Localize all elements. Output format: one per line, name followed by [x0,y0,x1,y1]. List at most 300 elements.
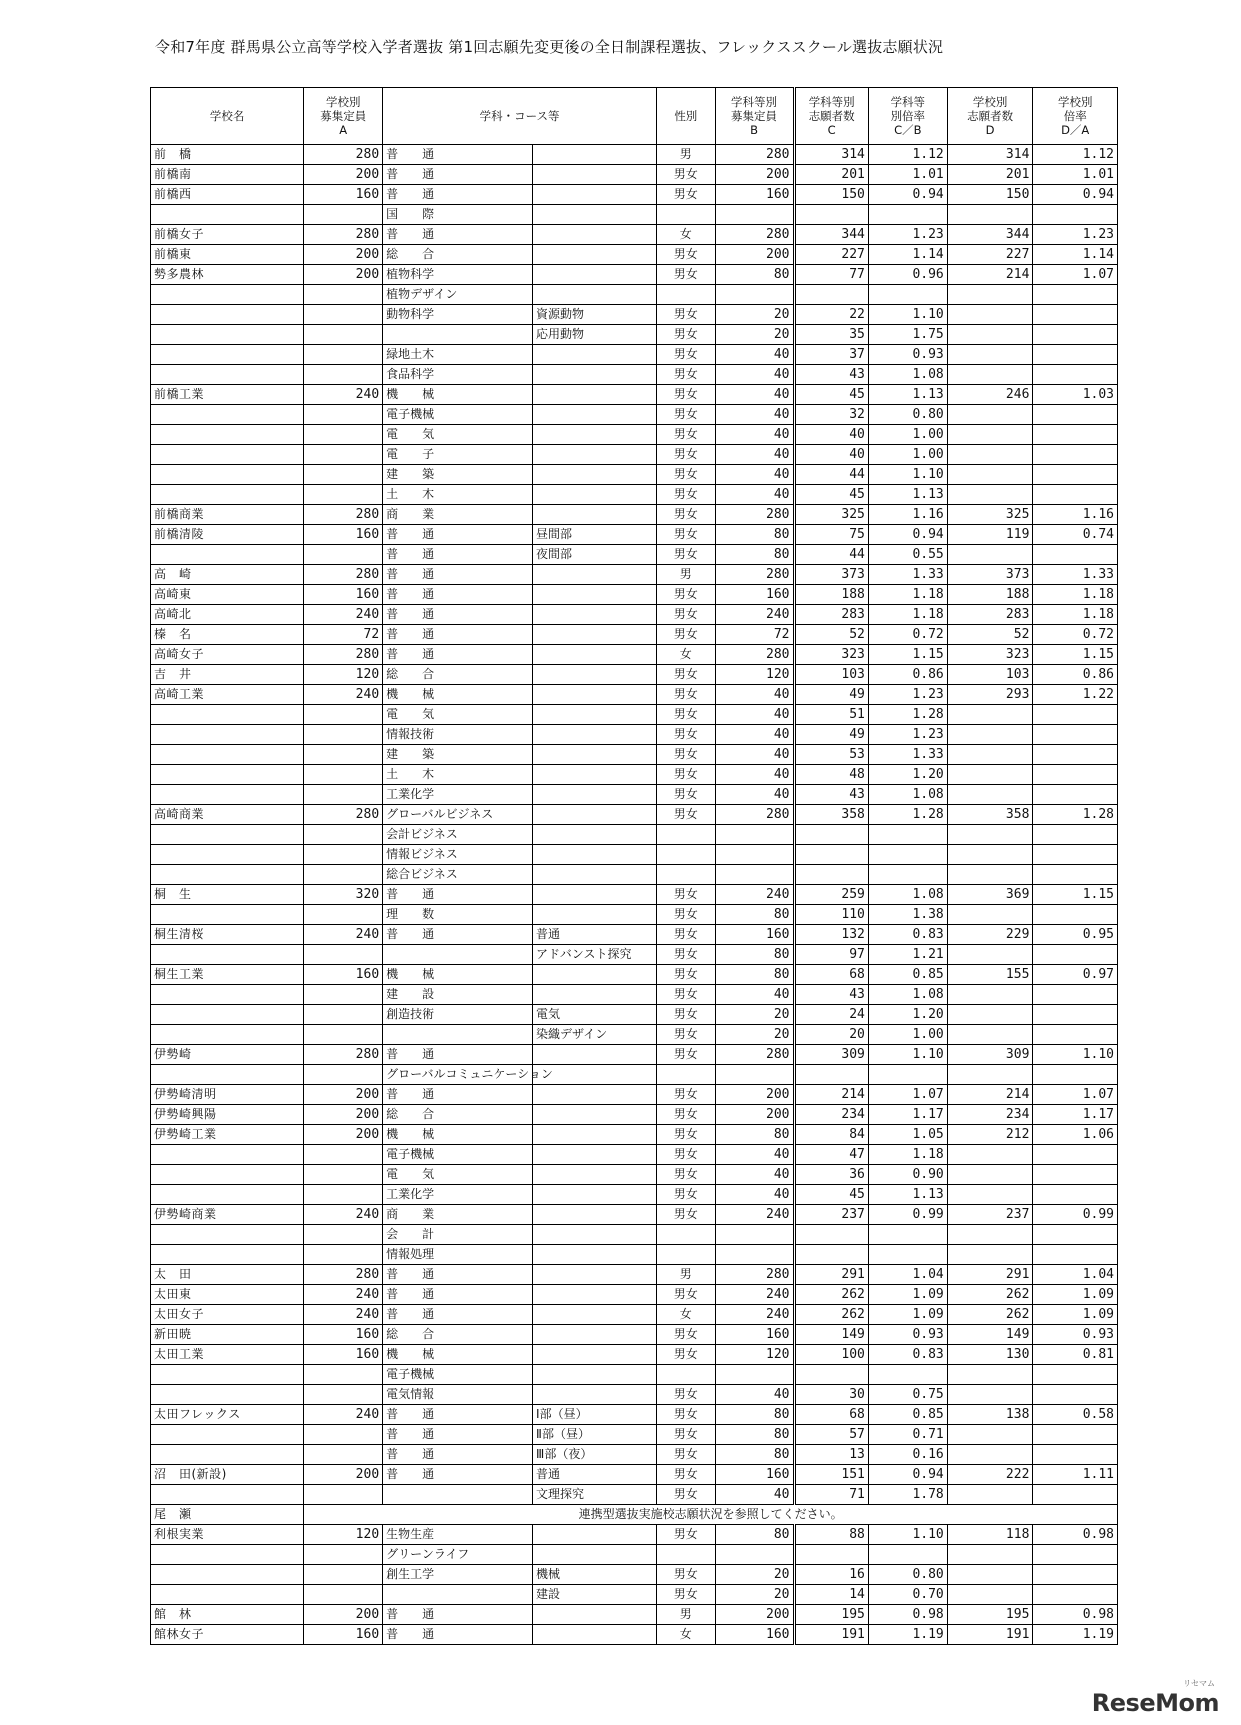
cell-course [533,465,657,485]
cell-course [533,185,657,205]
cell-applicants-d: 149 [947,1325,1033,1345]
cell-applicants-d [947,1245,1033,1265]
cell-applicants-d [947,905,1033,925]
cell-applicants-c: 191 [794,1625,868,1645]
cell-dept: グローバルコミュニケーション [383,1065,533,1085]
cell-school: 高崎商業 [151,805,304,825]
cell-course [533,145,657,165]
cell-capacity-a [304,305,383,325]
cell-ratio-cb [868,1365,947,1385]
table-row [151,1105,1118,1125]
cell-applicants-d: 373 [947,565,1033,585]
cell-course [533,625,657,645]
cell-course [533,485,657,505]
cell-capacity-b: 200 [715,1605,794,1625]
cell-ratio-cb: 1.08 [868,985,947,1005]
cell-applicants-d [947,205,1033,225]
cell-dept: 理 数 [383,905,533,925]
cell-applicants-c: 36 [794,1165,868,1185]
cell-dept: 情報技術 [383,725,533,745]
cell-applicants-c [794,1365,868,1385]
table-row [151,1545,1118,1565]
cell-applicants-c [794,1225,868,1245]
cell-sex: 男女 [657,965,716,985]
table-row [151,365,1118,385]
cell-ratio-cb: 1.10 [868,465,947,485]
cell-capacity-b: 40 [715,365,794,385]
table-row [151,1605,1118,1625]
table-row [151,185,1118,205]
table-row [151,425,1118,445]
table-row [151,545,1118,565]
cell-sex: 男女 [657,305,716,325]
header-sex: 性別 [657,88,716,145]
cell-applicants-d [947,445,1033,465]
cell-ratio-da [1033,365,1118,385]
cell-capacity-a [304,905,383,925]
cell-school [151,1025,304,1045]
cell-applicants-c: 100 [794,1345,868,1365]
cell-ratio-cb: 0.93 [868,1325,947,1345]
cell-ratio-da: 1.16 [1033,505,1118,525]
cell-sex: 男女 [657,1325,716,1345]
cell-applicants-d [947,365,1033,385]
cell-ratio-cb: 0.83 [868,1345,947,1365]
cell-capacity-a: 240 [304,385,383,405]
table-row [151,1625,1118,1645]
cell-course [533,885,657,905]
cell-course [533,1545,657,1565]
cell-course: アドバンスト探究 [533,945,657,965]
cell-capacity-a [304,405,383,425]
cell-applicants-c: 325 [794,505,868,525]
cell-ratio-da [1033,465,1118,485]
table-row [151,1165,1118,1185]
cell-capacity-a: 160 [304,965,383,985]
cell-sex: 男女 [657,265,716,285]
cell-capacity-b: 80 [715,1125,794,1145]
cell-ratio-da: 1.07 [1033,1085,1118,1105]
cell-course [533,1125,657,1145]
table-row [151,325,1118,345]
cell-capacity-b: 40 [715,1485,794,1505]
cell-capacity-a: 280 [304,145,383,165]
table-row [151,945,1118,965]
cell-school: 前橋西 [151,185,304,205]
cell-capacity-b: 280 [715,145,794,165]
cell-school: 高崎女子 [151,645,304,665]
cell-dept: 普 通 [383,1285,533,1305]
cell-ratio-cb: 1.23 [868,225,947,245]
cell-capacity-b [715,845,794,865]
table-row [151,285,1118,305]
cell-school [151,845,304,865]
cell-applicants-c: 20 [794,1025,868,1045]
cell-ratio-da [1033,325,1118,345]
cell-sex [657,845,716,865]
cell-course [533,1285,657,1305]
cell-capacity-a [304,1365,383,1385]
cell-capacity-a [304,845,383,865]
cell-dept: 普 通 [383,1405,533,1425]
cell-capacity-b [715,1365,794,1385]
cell-dept: 電 気 [383,705,533,725]
cell-applicants-d [947,425,1033,445]
table-row [151,1325,1118,1345]
cell-course: 染織デザイン [533,1025,657,1045]
cell-school [151,765,304,785]
cell-capacity-a: 200 [304,1125,383,1145]
cell-dept: 機 械 [383,965,533,985]
cell-capacity-b: 160 [715,1325,794,1345]
cell-course [533,285,657,305]
cell-course [533,1325,657,1345]
cell-school: 桐生清桜 [151,925,304,945]
cell-capacity-b: 200 [715,165,794,185]
cell-ratio-cb: 1.18 [868,585,947,605]
cell-applicants-c: 237 [794,1205,868,1225]
cell-school [151,305,304,325]
cell-dept [383,1485,533,1505]
cell-sex [657,1225,716,1245]
cell-dept: 普 通 [383,1305,533,1325]
cell-applicants-c: 110 [794,905,868,925]
cell-ratio-cb: 1.28 [868,705,947,725]
cell-applicants-c: 291 [794,1265,868,1285]
cell-capacity-b: 280 [715,645,794,665]
table-row [151,1425,1118,1445]
cell-dept: 建 設 [383,985,533,1005]
cell-ratio-cb: 0.16 [868,1445,947,1465]
table-row [151,1125,1118,1145]
cell-course: 応用動物 [533,325,657,345]
cell-capacity-a [304,345,383,365]
cell-applicants-d: 214 [947,1085,1033,1105]
cell-capacity-b: 200 [715,245,794,265]
cell-course [533,785,657,805]
cell-capacity-b: 40 [715,405,794,425]
cell-sex: 男女 [657,665,716,685]
table-row [151,825,1118,845]
cell-ratio-cb [868,845,947,865]
cell-sex: 男女 [657,1525,716,1545]
table-row [151,805,1118,825]
cell-applicants-d: 309 [947,1045,1033,1065]
cell-sex: 男女 [657,1345,716,1365]
cell-course [533,1045,657,1065]
cell-school: 前橋東 [151,245,304,265]
table-row [151,925,1118,945]
cell-dept: 総 合 [383,1105,533,1125]
cell-ratio-da: 1.09 [1033,1285,1118,1305]
table-row [151,1205,1118,1225]
cell-applicants-c: 43 [794,365,868,385]
table-row [151,645,1118,665]
cell-applicants-d [947,1065,1033,1085]
cell-capacity-a: 200 [304,1105,383,1125]
cell-applicants-c: 201 [794,165,868,185]
cell-dept: 普 通 [383,925,533,945]
cell-sex: 男女 [657,585,716,605]
cell-dept [383,945,533,965]
cell-dept: 普 通 [383,565,533,585]
cell-sex: 男女 [657,785,716,805]
cell-sex: 男女 [657,805,716,825]
cell-dept: 電子機械 [383,1145,533,1165]
cell-ratio-da: 1.19 [1033,1625,1118,1645]
cell-ratio-da [1033,205,1118,225]
cell-applicants-d [947,705,1033,725]
cell-dept: 普 通 [383,585,533,605]
cell-ratio-cb: 1.18 [868,605,947,625]
cell-applicants-d [947,1545,1033,1565]
cell-capacity-a [304,205,383,225]
cell-dept: 電 気 [383,1165,533,1185]
cell-ratio-cb [868,825,947,845]
cell-ratio-cb [868,1065,947,1085]
cell-ratio-da: 1.04 [1033,1265,1118,1285]
cell-school [151,325,304,345]
cell-applicants-d: 358 [947,805,1033,825]
cell-capacity-a [304,1385,383,1405]
cell-applicants-d: 314 [947,145,1033,165]
cell-dept: 普 通 [383,645,533,665]
cell-dept [383,1025,533,1045]
cell-school [151,985,304,1005]
cell-course: 夜間部 [533,545,657,565]
cell-ratio-da: 1.18 [1033,585,1118,605]
cell-course [533,205,657,225]
cell-ratio-cb: 0.86 [868,665,947,685]
cell-school [151,1005,304,1025]
cell-school: 太田女子 [151,1305,304,1325]
cell-applicants-d [947,825,1033,845]
cell-applicants-d: 118 [947,1525,1033,1545]
cell-course [533,805,657,825]
cell-applicants-d: 293 [947,685,1033,705]
cell-applicants-c: 88 [794,1525,868,1545]
cell-capacity-b: 240 [715,885,794,905]
cell-ratio-cb: 1.10 [868,305,947,325]
cell-applicants-c: 283 [794,605,868,625]
cell-applicants-c: 344 [794,225,868,245]
cell-capacity-b [715,865,794,885]
cell-sex: 男女 [657,1185,716,1205]
table-row [151,1185,1118,1205]
cell-applicants-d: 369 [947,885,1033,905]
cell-capacity-b: 240 [715,1205,794,1225]
cell-capacity-a: 160 [304,1345,383,1365]
cell-applicants-d [947,345,1033,365]
cell-ratio-cb: 1.09 [868,1305,947,1325]
cell-applicants-c: 48 [794,765,868,785]
cell-course [533,1105,657,1125]
table-row [151,1285,1118,1305]
cell-ratio-cb: 0.94 [868,1465,947,1485]
table-row [151,745,1118,765]
table-row [151,985,1118,1005]
cell-dept: 建 築 [383,745,533,765]
cell-applicants-c: 49 [794,725,868,745]
cell-applicants-d: 191 [947,1625,1033,1645]
cell-applicants-d [947,1025,1033,1045]
cell-ratio-cb: 1.08 [868,785,947,805]
cell-capacity-b: 280 [715,565,794,585]
cell-applicants-c: 40 [794,445,868,465]
cell-sex [657,1245,716,1265]
cell-dept: 生物生産 [383,1525,533,1545]
cell-capacity-a [304,1025,383,1045]
cell-ratio-da [1033,1145,1118,1165]
cell-dept: 普 通 [383,185,533,205]
cell-applicants-d [947,725,1033,745]
cell-dept: 商 業 [383,1205,533,1225]
cell-ratio-da [1033,905,1118,925]
cell-school [151,1565,304,1585]
cell-applicants-c: 323 [794,645,868,665]
cell-school: 高 崎 [151,565,304,585]
cell-course [533,1345,657,1365]
cell-school [151,1425,304,1445]
cell-capacity-a [304,485,383,505]
cell-sex: 女 [657,645,716,665]
cell-ratio-da: 1.10 [1033,1045,1118,1065]
cell-applicants-d [947,1445,1033,1465]
cell-course [533,505,657,525]
cell-course: 普通 [533,1465,657,1485]
cell-school: 太田東 [151,1285,304,1305]
cell-school [151,745,304,765]
table-row [151,1225,1118,1245]
cell-school [151,1185,304,1205]
cell-capacity-b: 40 [715,745,794,765]
table-row [151,765,1118,785]
cell-ratio-cb: 1.07 [868,1085,947,1105]
cell-ratio-da [1033,1585,1118,1605]
cell-course: 電気 [533,1005,657,1025]
cell-school [151,785,304,805]
cell-ratio-da: 0.98 [1033,1525,1118,1545]
table-row [151,1145,1118,1165]
table-row [151,665,1118,685]
cell-ratio-cb: 0.85 [868,965,947,985]
cell-applicants-d [947,1185,1033,1205]
cell-school [151,1445,304,1465]
cell-ratio-cb: 1.23 [868,725,947,745]
cell-applicants-d [947,1425,1033,1445]
cell-school [151,1585,304,1605]
cell-school: 高崎東 [151,585,304,605]
cell-applicants-c: 49 [794,685,868,705]
cell-capacity-a: 200 [304,245,383,265]
cell-applicants-d: 212 [947,1125,1033,1145]
table-row [151,445,1118,465]
cell-sex: 男女 [657,1485,716,1505]
cell-capacity-a [304,1225,383,1245]
resemom-logo: ReseMom [1091,1689,1219,1717]
cell-capacity-b: 40 [715,785,794,805]
cell-course: 建設 [533,1585,657,1605]
cell-capacity-a [304,1245,383,1265]
cell-dept: 総合ビジネス [383,865,533,885]
cell-dept: 機 械 [383,1345,533,1365]
cell-applicants-c: 44 [794,545,868,565]
cell-capacity-b: 40 [715,1145,794,1165]
cell-applicants-c: 227 [794,245,868,265]
cell-capacity-b: 80 [715,1525,794,1545]
applicants-table [150,87,1118,1645]
cell-ratio-da [1033,705,1118,725]
cell-applicants-d: 150 [947,185,1033,205]
cell-dept [383,325,533,345]
cell-dept: 普 通 [383,1425,533,1445]
cell-course [533,765,657,785]
cell-school: 伊勢崎清明 [151,1085,304,1105]
cell-course: 普通 [533,925,657,945]
cell-sex: 男女 [657,465,716,485]
cell-ratio-da: 1.15 [1033,645,1118,665]
cell-sex [657,1545,716,1565]
cell-dept: 機 械 [383,385,533,405]
cell-applicants-d [947,945,1033,965]
cell-course [533,1605,657,1625]
cell-capacity-a [304,1445,383,1465]
cell-sex [657,825,716,845]
cell-sex: 男女 [657,1565,716,1585]
cell-ratio-cb: 0.83 [868,925,947,945]
cell-school: 沼 田(新設) [151,1465,304,1485]
cell-capacity-a: 200 [304,1465,383,1485]
cell-capacity-b: 40 [715,385,794,405]
cell-school: 前橋工業 [151,385,304,405]
cell-ratio-cb: 1.10 [868,1525,947,1545]
cell-ratio-cb: 1.33 [868,565,947,585]
cell-course [533,565,657,585]
cell-applicants-c: 77 [794,265,868,285]
cell-dept: 普 通 [383,605,533,625]
cell-capacity-b: 40 [715,445,794,465]
cell-applicants-c [794,1245,868,1265]
cell-capacity-a: 280 [304,565,383,585]
cell-capacity-b: 240 [715,605,794,625]
cell-dept: 電気情報 [383,1385,533,1405]
cell-ratio-da: 1.28 [1033,805,1118,825]
cell-applicants-c: 45 [794,385,868,405]
cell-course [533,445,657,465]
cell-sex: 男女 [657,1465,716,1485]
cell-capacity-a [304,285,383,305]
cell-capacity-b [715,285,794,305]
cell-school: 新田暁 [151,1325,304,1345]
cell-ratio-da: 1.14 [1033,245,1118,265]
cell-applicants-c: 35 [794,325,868,345]
cell-capacity-b: 120 [715,665,794,685]
cell-capacity-a: 160 [304,185,383,205]
cell-ratio-da [1033,445,1118,465]
cell-sex: 男女 [657,485,716,505]
cell-applicants-c [794,825,868,845]
cell-applicants-c: 188 [794,585,868,605]
cell-dept: 会計ビジネス [383,825,533,845]
cell-sex: 男女 [657,925,716,945]
cell-school [151,1385,304,1405]
cell-school [151,1145,304,1165]
cell-capacity-a [304,465,383,485]
cell-sex: 男女 [657,525,716,545]
table-row [151,885,1118,905]
cell-sex: 男女 [657,765,716,785]
cell-sex: 男女 [657,625,716,645]
